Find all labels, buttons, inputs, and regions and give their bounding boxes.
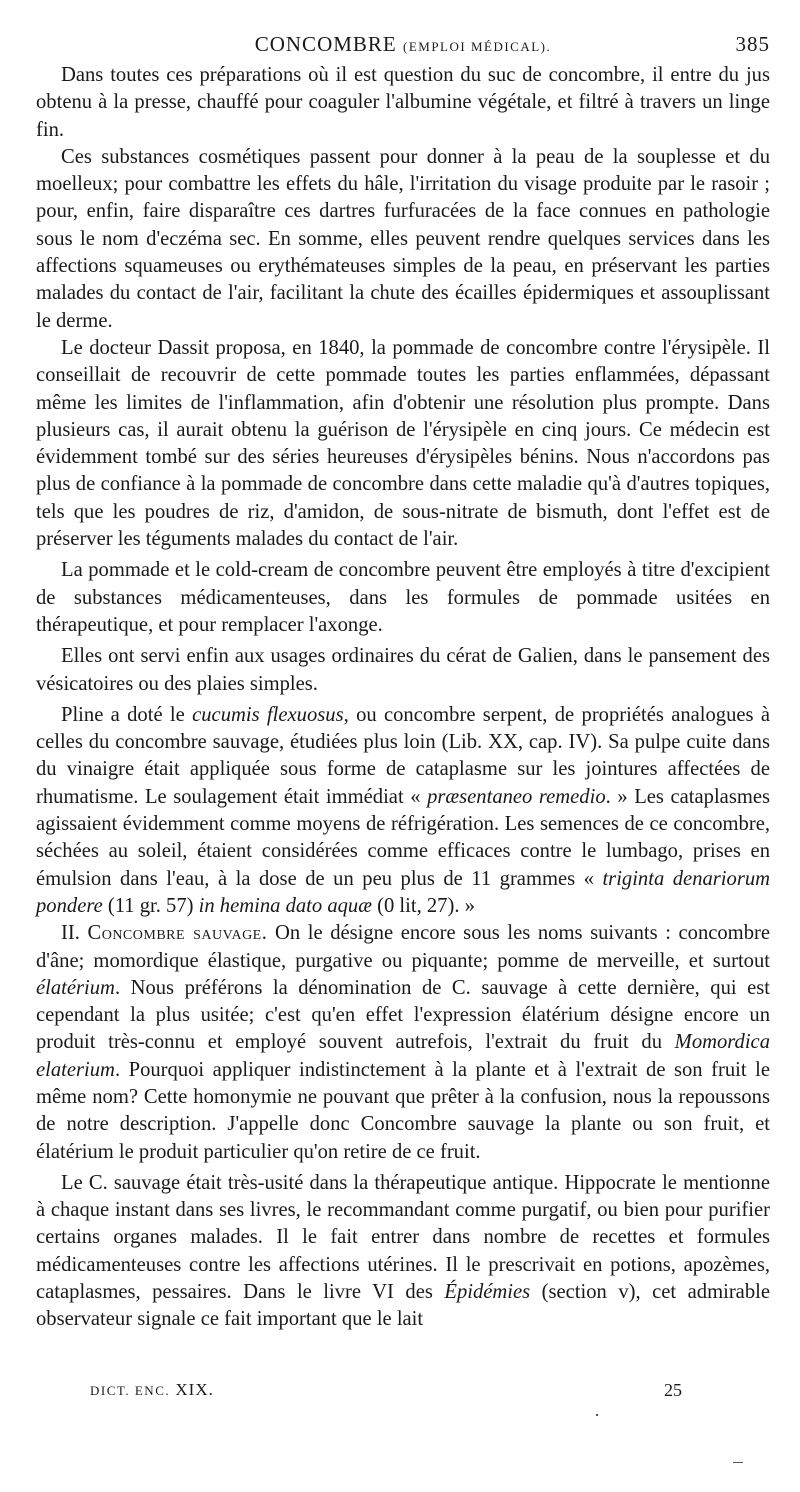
- p6-italic-f: triginta denariorum pondere: [36, 867, 771, 917]
- paragraph-2: Ces substances cosmétiques passent pour donner à la peau de la souplesse et du moelleux; pour combattre les effets du hâle, l'irritation du visage produite par le rasoir ; pour, enfin, faire disparaître ces dartres furfuracées de la face connues en pathologie sous le nom d'eczéma sec. En somme, elles peuvent rendre quelques services dans les affections squameuses ou erythémateuses simples de la peau, en préservant les parties malades du contact de l'air, facilitant la chute des écailles épidermiques et assouplissant le derme.: [36, 145, 770, 332]
- p8-text-a: Le C. sauvage était très-usité dans la thérapeutique antique. Hippocrate le mentionne à chaque instant dans ses livres, le recommandant comme purgatif, ou bien pour purifier certains organes malades. Il le fait entrer dans nombre de recettes et formules médicamenteuses contre les affections utérines. Il le prescrivait en potions, apozèmes, cataplasmes, pessaires. Dans le livre VI des: [36, 1171, 770, 1304]
- print-dash: [733, 1462, 743, 1463]
- paragraph-8: [36, 1170, 770, 1334]
- p7-text-c: On le désigne encore sous les noms suivants : concombre d'âne; momordique élastique, purgative ou piquante; pomme de merveille, et surtout: [36, 922, 771, 972]
- running-title: [36, 32, 770, 57]
- p7-italic-d: élatérium: [36, 976, 115, 999]
- running-head: [36, 32, 770, 58]
- p6-text-i: (0 lit, 27). »: [371, 894, 475, 917]
- sheet-number: 25: [664, 1380, 682, 1400]
- p6-text-a: Pline a doté le: [61, 703, 193, 726]
- paragraph-3: Le docteur Dassit proposa, en 1840, la pommade de concombre contre l'érysipèle. Il conseillait de recouvrir de cette pommade toutes les parties enflammées, dépassant même les limites de l'inflammation, afin d'obtenir une résolution plus prompte. Dans plusieurs cas, il aurait obtenu la guérison de l'érysipèle en cinq jours. Ce médecin est évidemment tombé sur des séries heureuses d'érysipèles bénins. Nous n'accordons pas plus de confiance à la pommade de concombre dans cette maladie qu'à d'autres topiques, tels que les poudres de riz, d'amidon, de sous-nitrate de bismuth, dont l'effet est de préserver les téguments malades du contact de l'air.: [36, 336, 770, 551]
- page-footer: [36, 1380, 770, 1404]
- paragraph-4: La pommade et le cold-cream de concombre peuvent être employés à titre d'excipient de substances médicamenteuses, dans les formules de pommade usitées en thérapeutique, et pour remplacer l'axonge.: [36, 559, 770, 636]
- p6-italic-h: in hemina dato aquæ: [198, 894, 372, 917]
- p7-text-g: . Pourquoi appliquer indistinctement à la plante et à l'extrait de son fruit le même nom? Cette homonymie ne pouvant que prêter à la confusion, nous la repoussons de notre description. J'appelle donc Concombre sauvage la plante ou son fruit, et élatérium le produit particulier qu'on retire de ce fruit.: [36, 1058, 770, 1163]
- p8-italic-b: Épidémies: [444, 1281, 531, 1304]
- paragraph-1: Dans toutes ces préparations où il est question du suc de concombre, il entre du jus obtenu à la presse, chauffé pour coaguler l'albumine végétale, et filtré à travers un linge fin.: [36, 64, 770, 141]
- signature-mark: [90, 1380, 214, 1400]
- section-heading: Concombre sauvage.: [87, 922, 268, 945]
- p8-text-c: (section v), cet admirable observateur signale ce fait important que le lait: [36, 1281, 770, 1331]
- print-speck: [596, 1414, 598, 1416]
- p7-text-a: II.: [61, 922, 88, 945]
- p6-italic-d: præsentaneo remedio: [427, 785, 606, 808]
- p6-text-g: (11 gr. 57): [102, 894, 199, 917]
- running-title-sub: (EMPLOI MÉDICAL).: [403, 39, 552, 54]
- running-title-main: CONCOMBRE: [254, 32, 397, 56]
- p6-italic-b: cucumis flexuosus: [192, 703, 344, 726]
- p7-text-e: . Nous préférons la dénomination de C. sauvage à cette dernière, qui est cependant la plus usitée; c'est qu'en effet l'expression élatérium désigne encore un produit très-connu et employé souvent autrefois, l'extrait du fruit du: [36, 976, 770, 1054]
- page-number: 385: [735, 32, 770, 56]
- paragraph-5: Elles ont servi enfin aux usages ordinaires du cérat de Galien, dans le pansement des vésicatoires ou des plaies simples.: [36, 645, 770, 695]
- paragraph-7: [36, 920, 770, 1166]
- p7-italic-f: Momordica elaterium: [36, 1031, 770, 1081]
- signature-volume: XIX.: [175, 1380, 214, 1399]
- signature-abbrev: DICT. ENC.: [90, 1383, 171, 1398]
- paragraph-6: [36, 702, 770, 920]
- body-text: [36, 62, 770, 1334]
- p6-text-c: , ou concombre serpent, de propriétés analogues à celles du concombre sauvage, étudiées plus loin (Lib. XX, cap. IV). Sa pulpe cuite dans du vinaigre était appliquée sous forme de cataplasme sur les jointures affectées de rhumatisme. Le soulagement était immédiat «: [36, 703, 771, 808]
- page: [36, 32, 770, 1334]
- p6-text-e: . » Les cataplasmes agissaient évidemment comme moyens de réfrigération. Les semences de ce concombre, séchées au soleil, étaient considérées comme efficaces contre le lumbago, prises en émulsion dans l'eau, à la dose de un peu plus de 11 grammes «: [36, 785, 771, 890]
